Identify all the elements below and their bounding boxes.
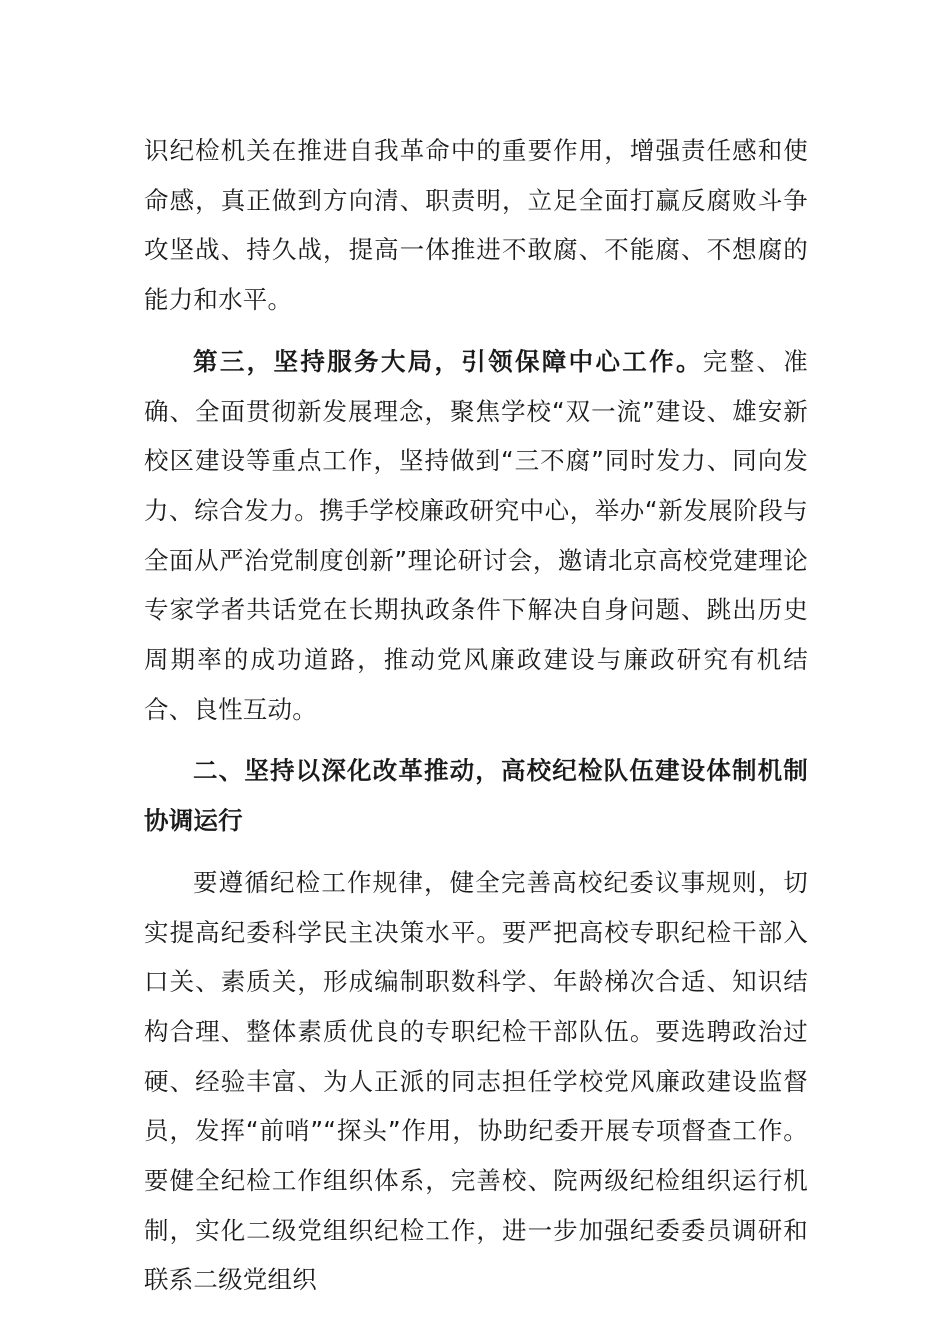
paragraph-lead-bold: 第三，坚持服务大局，引领保障中心工作。: [193, 346, 703, 376]
paragraph-body-text: 完整、准确、全面贯彻新发展理念，聚焦学校“双一流”建设、雄安新校区建设等重点工作，坚持做到“三不腐”同时发力、同向发力、综合发力。携手学校廉政研究中心，举办“新发展阶段与全面从严治党制度创新”理论研讨会，邀请北京高校党建理论专家学者共话党在长期执政条件下解决自身问题、跳出历史周期率的成功道路，推动党风廉政建设与廉政研究有机结合、良性互动。: [144, 346, 808, 724]
paragraph-continuation: 识纪检机关在推进自我革命中的重要作用，增强责任感和使命感，真正做到方向清、职责明，立足全面打赢反腐败斗争攻坚战、持久战，提高一体推进不敢腐、不能腐、不想腐的能力和水平。: [144, 136, 808, 315]
paragraph-third-point: [144, 337, 808, 735]
document-body: [144, 126, 808, 1305]
section-heading: 二、坚持以深化改革推动，高校纪检队伍建设体制机制协调运行: [144, 756, 808, 836]
paragraph-reform: 要遵循纪检工作规律，健全完善高校纪委议事规则，切实提高纪委科学民主决策水平。要严把高校专职纪检干部入口关、素质关，形成编制职数科学、年龄梯次合适、知识结构合理、整体素质优良的专职纪检干部队伍。要选聘政治过硬、经验丰富、为人正派的同志担任学校党风廉政建设监督员，发挥“前哨”“探头”作用，协助纪委开展专项督查工作。要健全纪检工作组织体系，完善校、院两级纪检组织运行机制，实化二级党组织纪检工作，进一步加强纪委委员调研和联系二级党组织: [144, 867, 808, 1295]
